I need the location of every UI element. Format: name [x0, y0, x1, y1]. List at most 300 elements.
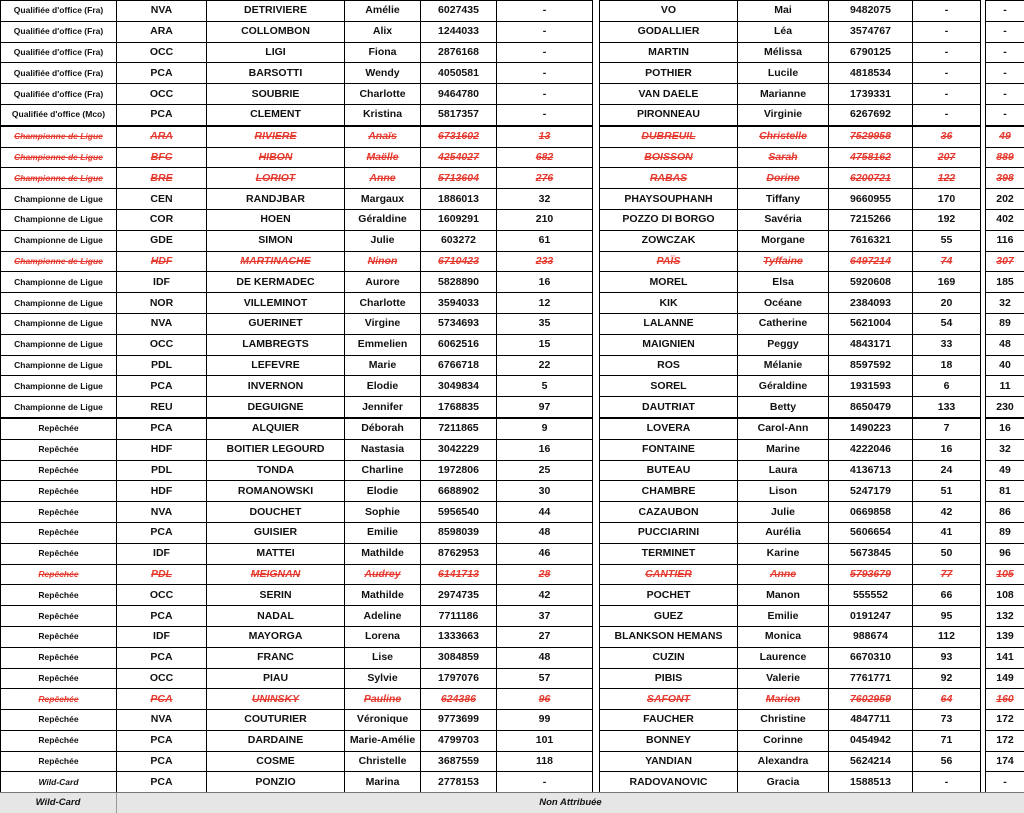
left-lastname-cell: TONDA [207, 460, 345, 481]
right-points-cell: - [986, 21, 1024, 42]
right-firstname-cell: Gracia [738, 772, 829, 793]
right-firstname-cell: Betty [738, 397, 829, 418]
gap-cell [593, 689, 600, 710]
left-rank-cell: 22 [497, 355, 593, 376]
right-firstname-cell: Emilie [738, 606, 829, 627]
left-rank-cell: 46 [497, 543, 593, 564]
left-firstname-cell: Mathilde [345, 585, 421, 606]
category-cell: Repêchée [1, 689, 117, 710]
left-firstname-cell: Sophie [345, 502, 421, 523]
table-row [1, 1, 1024, 22]
right-lastname-cell: MOREL [600, 272, 738, 293]
right-lastname-cell: POZZO DI BORGO [600, 209, 738, 230]
right-license-cell: 8650479 [829, 397, 913, 418]
right-lastname-cell: POCHET [600, 585, 738, 606]
right-points-cell: 89 [986, 522, 1024, 543]
left-firstname-cell: Emmelien [345, 334, 421, 355]
left-firstname-cell: Nastasia [345, 439, 421, 460]
category-cell: Repêchée [1, 418, 117, 439]
right-license-cell: 5247179 [829, 481, 913, 502]
category-cell: Qualifiée d'office (Mco) [1, 104, 117, 125]
table-row [1, 209, 1024, 230]
left-license-cell: 5956540 [421, 502, 497, 523]
left-lastname-cell: VILLEMINOT [207, 293, 345, 314]
right-firstname-cell: Géraldine [738, 376, 829, 397]
category-cell: Championne de Ligue [1, 168, 117, 189]
right-lastname-cell: BOISSON [600, 147, 738, 168]
left-firstname-cell: Elodie [345, 376, 421, 397]
right-license-cell: 5624214 [829, 751, 913, 772]
right-points-cell: 160 [986, 689, 1024, 710]
category-cell: Championne de Ligue [1, 293, 117, 314]
right-firstname-cell: Julie [738, 502, 829, 523]
right-points-cell: 172 [986, 710, 1024, 731]
right-license-cell: 9482075 [829, 1, 913, 22]
left-ligue-cell: ARA [117, 21, 207, 42]
right-rank-cell: 16 [913, 439, 981, 460]
left-lastname-cell: DETRIVIERE [207, 1, 345, 22]
left-lastname-cell: PONZIO [207, 772, 345, 793]
left-firstname-cell: Lorena [345, 626, 421, 647]
right-points-cell: 32 [986, 439, 1024, 460]
right-rank-cell: 36 [913, 126, 981, 147]
gap-cell [593, 751, 600, 772]
gap-cell [593, 668, 600, 689]
footer-text: Non Attribuée [117, 793, 1024, 813]
table-row [1, 313, 1024, 334]
right-lastname-cell: FAUCHER [600, 710, 738, 731]
right-firstname-cell: Mai [738, 1, 829, 22]
left-license-cell: 3084859 [421, 647, 497, 668]
right-lastname-cell: DAUTRIAT [600, 397, 738, 418]
left-ligue-cell: PCA [117, 730, 207, 751]
right-firstname-cell: Anne [738, 564, 829, 585]
right-firstname-cell: Laura [738, 460, 829, 481]
left-ligue-cell: NVA [117, 313, 207, 334]
left-rank-cell: - [497, 104, 593, 125]
left-firstname-cell: Mathilde [345, 543, 421, 564]
left-license-cell: 4799703 [421, 730, 497, 751]
left-ligue-cell: PCA [117, 689, 207, 710]
gap-cell [593, 355, 600, 376]
right-lastname-cell: TERMINET [600, 543, 738, 564]
right-license-cell: 4843171 [829, 334, 913, 355]
right-firstname-cell: Monica [738, 626, 829, 647]
right-rank-cell: 54 [913, 313, 981, 334]
category-cell: Qualifiée d'office (Fra) [1, 63, 117, 84]
category-cell: Championne de Ligue [1, 209, 117, 230]
left-lastname-cell: MAYORGA [207, 626, 345, 647]
left-lastname-cell: RANDJBAR [207, 189, 345, 210]
left-license-cell: 603272 [421, 230, 497, 251]
left-license-cell: 6027435 [421, 1, 497, 22]
right-license-cell: 1588513 [829, 772, 913, 793]
left-lastname-cell: SERIN [207, 585, 345, 606]
category-cell: Championne de Ligue [1, 126, 117, 147]
left-rank-cell: - [497, 84, 593, 105]
right-points-cell: 141 [986, 647, 1024, 668]
left-license-cell: 2876168 [421, 42, 497, 63]
right-lastname-cell: BUTEAU [600, 460, 738, 481]
right-rank-cell: - [913, 1, 981, 22]
gap-cell [593, 397, 600, 418]
left-ligue-cell: NVA [117, 1, 207, 22]
right-license-cell: 0454942 [829, 730, 913, 751]
table-row [1, 481, 1024, 502]
right-rank-cell: 18 [913, 355, 981, 376]
table-row [1, 397, 1024, 418]
left-ligue-cell: IDF [117, 543, 207, 564]
right-rank-cell: 92 [913, 668, 981, 689]
left-license-cell: 1609291 [421, 209, 497, 230]
right-firstname-cell: Mélissa [738, 42, 829, 63]
right-lastname-cell: CUZIN [600, 647, 738, 668]
left-firstname-cell: Anne [345, 168, 421, 189]
right-license-cell: 4136713 [829, 460, 913, 481]
footer-label: Wild-Card [0, 793, 116, 813]
gap-cell [593, 439, 600, 460]
left-ligue-cell: ARA [117, 126, 207, 147]
category-cell: Repêchée [1, 710, 117, 731]
right-rank-cell: - [913, 772, 981, 793]
right-points-cell: 116 [986, 230, 1024, 251]
left-rank-cell: 276 [497, 168, 593, 189]
right-rank-cell: 192 [913, 209, 981, 230]
right-firstname-cell: Savéria [738, 209, 829, 230]
left-firstname-cell: Kristina [345, 104, 421, 125]
left-lastname-cell: SIMON [207, 230, 345, 251]
left-firstname-cell: Christelle [345, 751, 421, 772]
gap-cell [593, 147, 600, 168]
table-row [1, 772, 1024, 793]
left-rank-cell: 28 [497, 564, 593, 585]
right-lastname-cell: BLANKSON HEMANS [600, 626, 738, 647]
left-rank-cell: 682 [497, 147, 593, 168]
left-ligue-cell: PCA [117, 522, 207, 543]
gap-cell [593, 522, 600, 543]
right-license-cell: 7616321 [829, 230, 913, 251]
right-license-cell: 6790125 [829, 42, 913, 63]
category-cell: Championne de Ligue [1, 355, 117, 376]
left-rank-cell: - [497, 21, 593, 42]
left-rank-cell: 16 [497, 439, 593, 460]
left-firstname-cell: Sylvie [345, 668, 421, 689]
left-ligue-cell: IDF [117, 272, 207, 293]
right-license-cell: 5673845 [829, 543, 913, 564]
left-ligue-cell: GDE [117, 230, 207, 251]
gap-cell [593, 730, 600, 751]
left-lastname-cell: COSME [207, 751, 345, 772]
left-rank-cell: - [497, 1, 593, 22]
left-license-cell: 6141713 [421, 564, 497, 585]
right-rank-cell: - [913, 63, 981, 84]
category-cell: Repêchée [1, 730, 117, 751]
left-rank-cell: - [497, 42, 593, 63]
right-firstname-cell: Lison [738, 481, 829, 502]
table-row [1, 147, 1024, 168]
right-rank-cell: 71 [913, 730, 981, 751]
right-rank-cell: 64 [913, 689, 981, 710]
left-rank-cell: 210 [497, 209, 593, 230]
gap-cell [593, 710, 600, 731]
right-license-cell: 6497214 [829, 251, 913, 272]
table-row [1, 293, 1024, 314]
right-firstname-cell: Karine [738, 543, 829, 564]
right-license-cell: 6670310 [829, 647, 913, 668]
category-cell: Repêchée [1, 502, 117, 523]
category-cell: Championne de Ligue [1, 251, 117, 272]
right-license-cell: 4758162 [829, 147, 913, 168]
left-rank-cell: 96 [497, 689, 593, 710]
right-license-cell: 5606654 [829, 522, 913, 543]
left-lastname-cell: SOUBRIE [207, 84, 345, 105]
right-points-cell: 889 [986, 147, 1024, 168]
right-firstname-cell: Marianne [738, 84, 829, 105]
right-license-cell: 7602959 [829, 689, 913, 710]
left-rank-cell: 48 [497, 522, 593, 543]
category-cell: Championne de Ligue [1, 230, 117, 251]
right-lastname-cell: LALANNE [600, 313, 738, 334]
table-row [1, 334, 1024, 355]
table-row [1, 230, 1024, 251]
table-row [1, 668, 1024, 689]
right-license-cell: 7215266 [829, 209, 913, 230]
left-ligue-cell: PDL [117, 355, 207, 376]
right-firstname-cell: Christelle [738, 126, 829, 147]
right-firstname-cell: Peggy [738, 334, 829, 355]
gap-cell [593, 376, 600, 397]
left-lastname-cell: MARTINACHE [207, 251, 345, 272]
category-cell: Championne de Ligue [1, 313, 117, 334]
left-firstname-cell: Géraldine [345, 209, 421, 230]
left-license-cell: 7711186 [421, 606, 497, 627]
category-cell: Championne de Ligue [1, 272, 117, 293]
table-row [1, 585, 1024, 606]
left-firstname-cell: Wendy [345, 63, 421, 84]
category-cell: Repêchée [1, 585, 117, 606]
left-license-cell: 4050581 [421, 63, 497, 84]
left-license-cell: 1768835 [421, 397, 497, 418]
table-row [1, 439, 1024, 460]
right-points-cell: 174 [986, 751, 1024, 772]
right-points-cell: 108 [986, 585, 1024, 606]
left-license-cell: 6688902 [421, 481, 497, 502]
gap-cell [593, 481, 600, 502]
left-ligue-cell: PCA [117, 772, 207, 793]
left-firstname-cell: Charline [345, 460, 421, 481]
table-row [1, 355, 1024, 376]
category-cell: Repêchée [1, 460, 117, 481]
left-ligue-cell: PCA [117, 104, 207, 125]
left-lastname-cell: HIBON [207, 147, 345, 168]
right-rank-cell: - [913, 42, 981, 63]
table-row [1, 606, 1024, 627]
left-rank-cell: 15 [497, 334, 593, 355]
right-points-cell: 32 [986, 293, 1024, 314]
table-row [1, 689, 1024, 710]
left-rank-cell: 25 [497, 460, 593, 481]
category-cell: Repêchée [1, 481, 117, 502]
left-ligue-cell: NVA [117, 502, 207, 523]
right-firstname-cell: Valerie [738, 668, 829, 689]
left-rank-cell: 48 [497, 647, 593, 668]
left-firstname-cell: Amélie [345, 1, 421, 22]
right-points-cell: 132 [986, 606, 1024, 627]
right-points-cell: 230 [986, 397, 1024, 418]
right-points-cell: - [986, 104, 1024, 125]
right-points-cell: 11 [986, 376, 1024, 397]
right-rank-cell: - [913, 104, 981, 125]
left-lastname-cell: DEGUIGNE [207, 397, 345, 418]
right-points-cell: - [986, 772, 1024, 793]
right-lastname-cell: CANTIER [600, 564, 738, 585]
right-points-cell: 202 [986, 189, 1024, 210]
right-points-cell: 81 [986, 481, 1024, 502]
gap-cell [593, 543, 600, 564]
right-rank-cell: 170 [913, 189, 981, 210]
right-lastname-cell: MARTIN [600, 42, 738, 63]
right-firstname-cell: Sarah [738, 147, 829, 168]
right-license-cell: 5920608 [829, 272, 913, 293]
table-row [1, 21, 1024, 42]
right-rank-cell: 6 [913, 376, 981, 397]
right-points-cell: 40 [986, 355, 1024, 376]
left-ligue-cell: HDF [117, 439, 207, 460]
right-firstname-cell: Marine [738, 439, 829, 460]
right-firstname-cell: Elsa [738, 272, 829, 293]
gap-cell [593, 626, 600, 647]
right-rank-cell: 122 [913, 168, 981, 189]
right-firstname-cell: Laurence [738, 647, 829, 668]
left-ligue-cell: PDL [117, 564, 207, 585]
right-rank-cell: 50 [913, 543, 981, 564]
right-rank-cell: 66 [913, 585, 981, 606]
left-ligue-cell: NVA [117, 710, 207, 731]
right-rank-cell: 33 [913, 334, 981, 355]
left-rank-cell: 233 [497, 251, 593, 272]
right-points-cell: 185 [986, 272, 1024, 293]
right-firstname-cell: Mélanie [738, 355, 829, 376]
table-row [1, 63, 1024, 84]
table-row [1, 104, 1024, 125]
left-rank-cell: 9 [497, 418, 593, 439]
left-ligue-cell: REU [117, 397, 207, 418]
category-cell: Repêchée [1, 668, 117, 689]
right-lastname-cell: RADOVANOVIC [600, 772, 738, 793]
gap-cell [593, 63, 600, 84]
gap-cell [593, 293, 600, 314]
right-points-cell: 307 [986, 251, 1024, 272]
right-rank-cell: 112 [913, 626, 981, 647]
left-firstname-cell: Adeline [345, 606, 421, 627]
table-row [1, 502, 1024, 523]
right-lastname-cell: YANDIAN [600, 751, 738, 772]
left-ligue-cell: OCC [117, 42, 207, 63]
right-rank-cell: 77 [913, 564, 981, 585]
left-ligue-cell: IDF [117, 626, 207, 647]
right-points-cell: 402 [986, 209, 1024, 230]
right-points-cell: 149 [986, 668, 1024, 689]
right-rank-cell: 74 [913, 251, 981, 272]
right-rank-cell: 73 [913, 710, 981, 731]
table-row [1, 626, 1024, 647]
left-license-cell: 3049834 [421, 376, 497, 397]
left-ligue-cell: BRE [117, 168, 207, 189]
left-firstname-cell: Maëlle [345, 147, 421, 168]
left-firstname-cell: Marina [345, 772, 421, 793]
left-ligue-cell: PCA [117, 751, 207, 772]
left-license-cell: 1797076 [421, 668, 497, 689]
right-firstname-cell: Alexandra [738, 751, 829, 772]
left-license-cell: 3687559 [421, 751, 497, 772]
right-firstname-cell: Océane [738, 293, 829, 314]
right-rank-cell: - [913, 84, 981, 105]
gap-cell [593, 272, 600, 293]
gap-cell [593, 460, 600, 481]
left-firstname-cell: Marie [345, 355, 421, 376]
left-ligue-cell: PCA [117, 418, 207, 439]
left-ligue-cell: OCC [117, 668, 207, 689]
left-ligue-cell: NOR [117, 293, 207, 314]
right-firstname-cell: Aurélia [738, 522, 829, 543]
left-firstname-cell: Charlotte [345, 84, 421, 105]
left-lastname-cell: INVERNON [207, 376, 345, 397]
right-rank-cell: 133 [913, 397, 981, 418]
right-points-cell: 172 [986, 730, 1024, 751]
right-lastname-cell: CHAMBRE [600, 481, 738, 502]
left-license-cell: 6710423 [421, 251, 497, 272]
left-ligue-cell: PCA [117, 376, 207, 397]
left-lastname-cell: GUERINET [207, 313, 345, 334]
left-rank-cell: 5 [497, 376, 593, 397]
table-row [1, 522, 1024, 543]
left-lastname-cell: NADAL [207, 606, 345, 627]
left-lastname-cell: DOUCHET [207, 502, 345, 523]
right-license-cell: 1490223 [829, 418, 913, 439]
left-license-cell: 6062516 [421, 334, 497, 355]
right-license-cell: 7529958 [829, 126, 913, 147]
left-firstname-cell: Charlotte [345, 293, 421, 314]
gap-cell [593, 585, 600, 606]
table-row [1, 460, 1024, 481]
right-rank-cell: 20 [913, 293, 981, 314]
left-firstname-cell: Ninon [345, 251, 421, 272]
left-firstname-cell: Jennifer [345, 397, 421, 418]
gap-cell [593, 334, 600, 355]
right-firstname-cell: Léa [738, 21, 829, 42]
category-cell: Repêchée [1, 606, 117, 627]
right-lastname-cell: PIBIS [600, 668, 738, 689]
gap-cell [593, 313, 600, 334]
left-license-cell: 2778153 [421, 772, 497, 793]
right-lastname-cell: DUBREUIL [600, 126, 738, 147]
gap-cell [593, 564, 600, 585]
category-cell: Qualifiée d'office (Fra) [1, 21, 117, 42]
gap-cell [593, 647, 600, 668]
category-cell: Repêchée [1, 543, 117, 564]
right-rank-cell: - [913, 21, 981, 42]
gap-cell [593, 104, 600, 125]
left-license-cell: 2974735 [421, 585, 497, 606]
left-lastname-cell: LORIOT [207, 168, 345, 189]
left-rank-cell: - [497, 772, 593, 793]
left-ligue-cell: OCC [117, 84, 207, 105]
left-license-cell: 6731602 [421, 126, 497, 147]
left-ligue-cell: PCA [117, 647, 207, 668]
right-license-cell: 0669858 [829, 502, 913, 523]
table-row [1, 189, 1024, 210]
left-lastname-cell: HOEN [207, 209, 345, 230]
